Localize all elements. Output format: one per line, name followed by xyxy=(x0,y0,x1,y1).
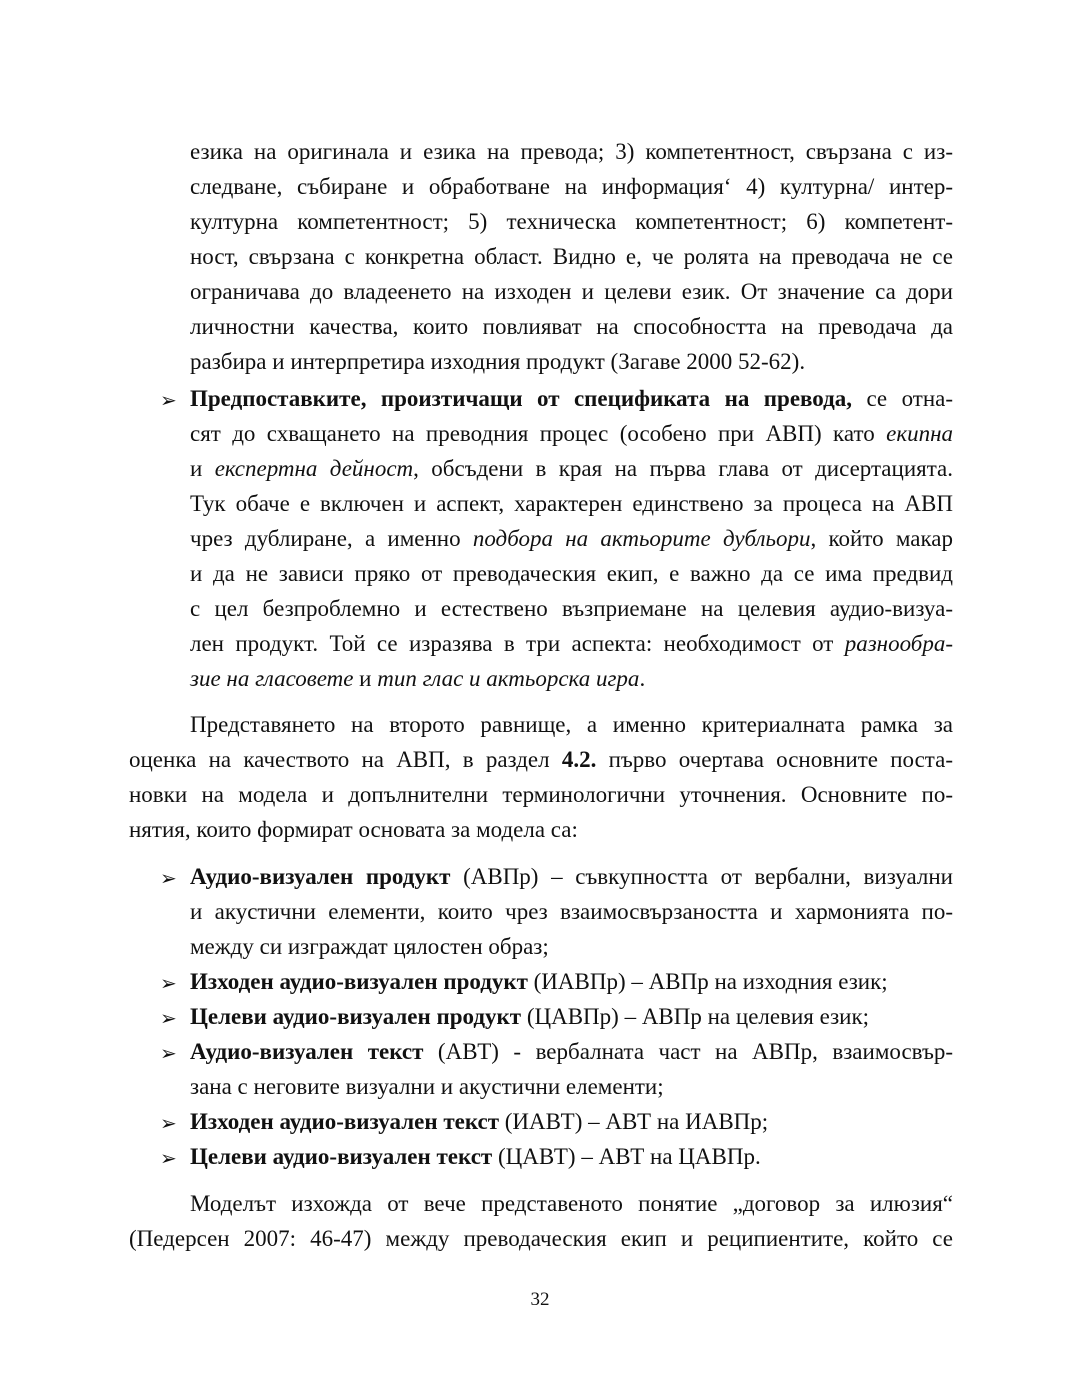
bullet-arrow-icon: ➢ xyxy=(160,866,177,890)
text-fragment: чрез дублиране, а именно xyxy=(190,526,473,551)
intro-paragraph xyxy=(190,134,953,379)
italic-term: разнообра- xyxy=(844,631,953,656)
term-list-item xyxy=(190,1034,953,1104)
text-line: ност, свързана с конкретна област. Видно е, че ролята на преводача не се xyxy=(190,244,953,269)
section-ref: 4.2. xyxy=(561,747,597,772)
text-line: културна компетентност; 5) техническа компетентност; 6) компетент- xyxy=(190,209,953,234)
text-line: с цел безпроблемно и естествено възприемане на целевия аудио-визуа- xyxy=(190,596,953,621)
bold-term: Предпоставките, произтичащи от спецификата на превода, xyxy=(190,386,853,411)
text-fragment: се отна- xyxy=(852,386,953,411)
text-line xyxy=(190,999,953,1034)
bullet-arrow-icon: ➢ xyxy=(160,1111,177,1135)
text-line xyxy=(190,626,953,661)
bullet-arrow-icon: ➢ xyxy=(160,1041,177,1065)
italic-term: подбора на актьорите дубльори xyxy=(472,526,811,551)
text-line xyxy=(190,1139,953,1174)
text-line: разбира и интерпретира изходния продукт (Загаве 2000 52-62). xyxy=(190,349,806,374)
text-line: новки на модела и допълнителни терминологични уточнения. Основните по- xyxy=(129,782,953,807)
text-line xyxy=(129,742,953,777)
text-line: езика на оригинала и езика на превода; 3) компетентност, свързана с из- xyxy=(190,139,953,164)
italic-term: зие на гласовете xyxy=(190,666,354,691)
text-fragment: лен продукт. Той се изразява в три аспекта: необходимост от xyxy=(190,631,845,656)
bullet-arrow-icon: ➢ xyxy=(160,388,177,412)
bullet-arrow-icon: ➢ xyxy=(160,971,177,995)
bold-term: Целеви аудио-визуален текст xyxy=(190,1144,493,1169)
text-line: Моделът изхожда от вече представеното понятие „договор за илюзия“ xyxy=(190,1191,953,1216)
text-fragment: (ИАВПр) – АВПр на изходния език; xyxy=(527,969,888,994)
italic-term: тип глас и актьорска игра xyxy=(377,666,640,691)
text-line: Тук обаче е включен и аспект, характерен единствено за процеса на АВП xyxy=(190,491,953,516)
text-fragment: (АВПр) – съвкупността от вербални, визуални xyxy=(450,864,953,889)
text-line xyxy=(190,964,953,999)
bold-term: Целеви аудио-визуален продукт xyxy=(190,1004,522,1029)
term-list-item xyxy=(190,964,953,999)
text-fragment: . xyxy=(639,666,646,691)
text-fragment: сят до схващането на преводния процес (особено при АВП) като xyxy=(190,421,887,446)
text-fragment: , който макар xyxy=(810,526,953,551)
page-number: 32 xyxy=(530,1289,550,1310)
text-fragment: оценка на качеството на АВП, в раздел xyxy=(129,747,562,772)
text-line: личностни качества, които повлияват на способността на преводача да xyxy=(190,314,953,339)
text-line xyxy=(190,859,953,894)
text-line: и да не зависи пряко от преводаческия екип, е важно да се има предвид xyxy=(190,561,953,586)
text-line xyxy=(190,416,953,451)
text-fragment: (ЦАВТ) – АВТ на ЦАВПр. xyxy=(492,1144,761,1169)
text-line: нятия, които формират основата за модела са: xyxy=(129,817,578,842)
bold-term: Изходен аудио-визуален продукт xyxy=(190,969,528,994)
italic-term: експертна дейност xyxy=(214,456,414,481)
text-fragment: и xyxy=(353,666,378,691)
term-list-item xyxy=(190,999,953,1034)
text-fragment: и xyxy=(190,456,215,481)
text-line: зана с неговите визуални и акустични елементи; xyxy=(190,1074,664,1099)
text-line xyxy=(190,661,953,696)
text-line xyxy=(190,521,953,556)
text-fragment: (АВТ) - вербалната част на АВПр, взаимосвър- xyxy=(423,1039,953,1064)
bullet-arrow-icon: ➢ xyxy=(160,1006,177,1030)
text-fragment: (ЦАВПр) – АВПр на целевия език; xyxy=(521,1004,870,1029)
text-fragment: , обсъдени в края на първа глава от дисертацията. xyxy=(413,456,954,481)
text-line xyxy=(190,1034,953,1069)
italic-term: екипна xyxy=(886,421,953,446)
model-paragraph xyxy=(129,1186,953,1256)
text-line: и акустични елементи, които чрез взаимосвързаността и хармонията по- xyxy=(190,899,953,924)
text-line: между си изграждат цялостен образ; xyxy=(190,934,549,959)
text-line xyxy=(190,451,953,486)
bold-term: Изходен аудио-визуален текст xyxy=(190,1109,500,1134)
bold-term: Аудио-визуален продукт xyxy=(190,864,451,889)
text-line: (Педерсен 2007: 46-47) между преводаческия екип и реципиентите, който се xyxy=(129,1226,953,1251)
term-list-item xyxy=(190,1139,953,1174)
text-line xyxy=(190,381,953,416)
text-fragment: първо очертава основните поста- xyxy=(596,747,953,772)
bold-term: Аудио-визуален текст xyxy=(190,1039,424,1064)
text-line xyxy=(190,1104,953,1139)
term-list-item xyxy=(190,1104,953,1139)
text-fragment: (ИАВТ) – АВТ на ИАВПр; xyxy=(499,1109,769,1134)
bullet-arrow-icon: ➢ xyxy=(160,1146,177,1170)
text-line: Представянето на второто равнище, а именно критериалната рамка за xyxy=(190,712,953,737)
text-line: следване, събиране и обработване на информация‘ 4) културна/ интер- xyxy=(190,174,953,199)
premises-list-item xyxy=(190,381,953,696)
term-list-item xyxy=(190,859,953,964)
criteria-paragraph xyxy=(129,707,953,847)
text-line: ограничава до владеенето на изходен и целеви език. От значение са дори xyxy=(190,279,953,304)
